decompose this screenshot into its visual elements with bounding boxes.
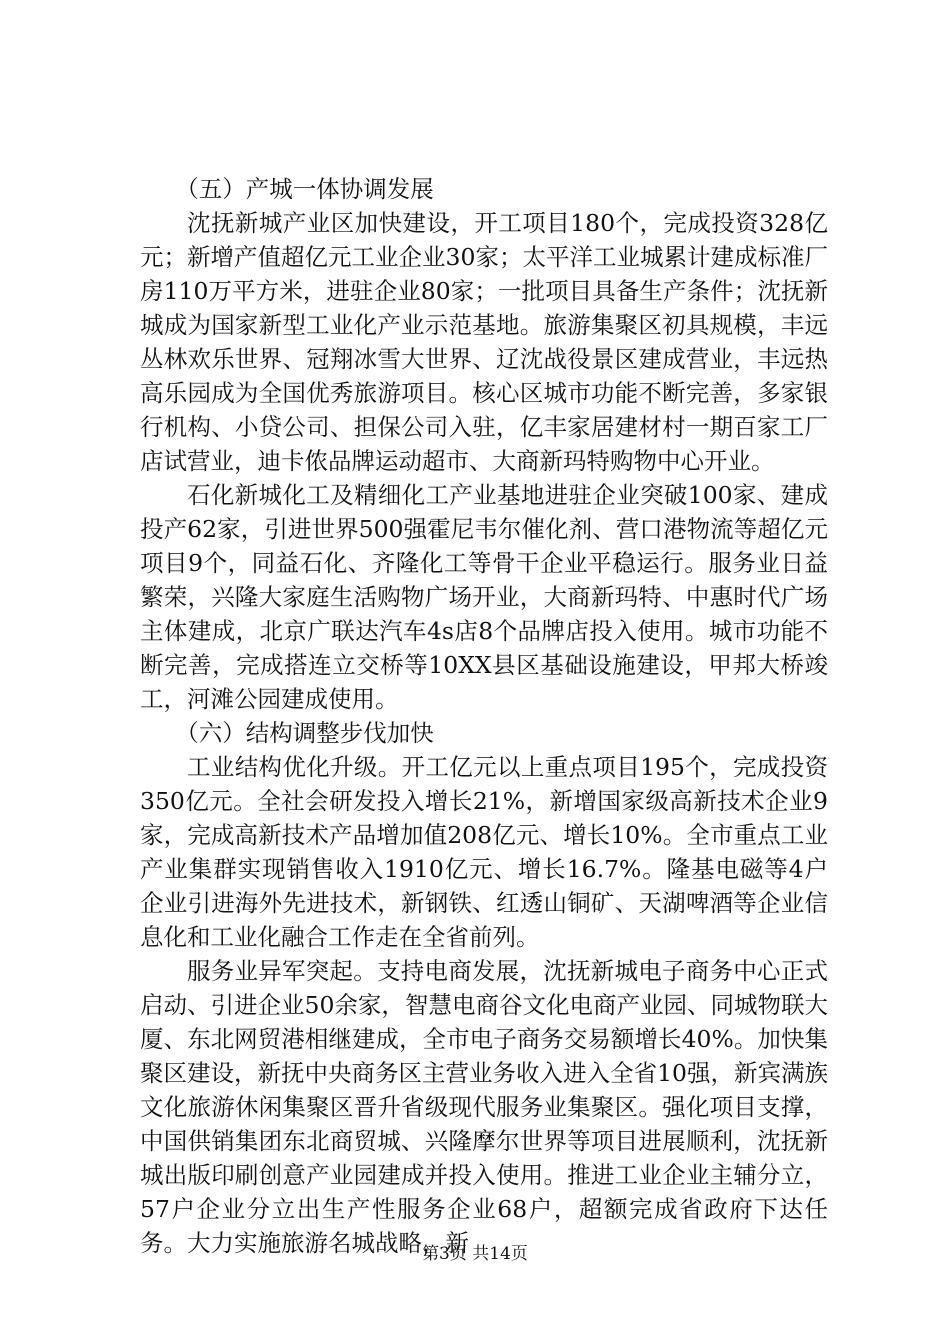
page-number-footer: 第3页 共14页 <box>422 1244 528 1264</box>
body-paragraph: 工业结构优化升级。开工亿元以上重点项目195个，完成投资350亿元。全社会研发投入增长21%，新增国家级高新技术企业9家，完成高新技术产品增加值208亿元、增长10%。全市重点工业产业集群实现销售收入1910亿元、增长16.7%。隆基电磁等4户企业引进海外先进技术，新钢铁、红透山铜矿、天湖啤酒等企业信息化和工业化融合工作走在全省前列。 <box>140 753 828 951</box>
body-paragraph: 沈抚新城产业区加快建设，开工项目180个，完成投资328亿元；新增产值超亿元工业企业30家；太平洋工业城累计建成标准厂房110万平方米，进驻企业80家；一批项目具备生产条件；沈抚新城成为国家新型工业化产业示范基地。旅游集聚区初具规模，丰远丛林欢乐世界、冠翔冰雪大世界、辽沈战役景区建成营业，丰远热高乐园成为全国优秀旅游项目。核心区城市功能不断完善，多家银行机构、小贷公司、担保公司入驻，亿丰家居建材村一期百家工厂店试营业，迪卡侬品牌运动超市、大商新玛特购物中心开业。 <box>140 209 828 475</box>
body-paragraph: 石化新城化工及精细化工产业基地进驻企业突破100家、建成投产62家，引进世界500强霍尼韦尔催化剂、营口港物流等超亿元项目9个，同益石化、齐隆化工等骨干企业平稳运行。服务业日益繁荣，兴隆大家庭生活购物广场开业，大商新玛特、中惠时代广场主体建成，北京广联达汽车4s店8个品牌店投入使用。城市功能不断完善，完成搭连立交桥等10XX县区基础设施建设，甲邦大桥竣工，河滩公园建成使用。 <box>140 481 828 713</box>
section-heading-6: （六）结构调整步伐加快 <box>175 719 434 747</box>
body-paragraph: 服务业异军突起。支持电商发展，沈抚新城电子商务中心正式启动、引进企业50余家，智慧电商谷文化电商产业园、同城物联大厦、东北网贸港相继建成，全市电子商务交易额增长40%。加快集聚区建设，新抚中央商务区主营业务收入进入全省10强，新宾满族文化旅游休闲集聚区晋升省级现代服务业集聚区。强化项目支撑，中国供销集团东北商贸城、兴隆摩尔世界等项目进展顺利，沈抚新城出版印刷创意产业园建成并投入使用。推进工业企业主辅分立，57户企业分立出生产性服务企业68户，超额完成省政府下达任务。大力实施旅游名城战略，新 <box>140 957 828 1257</box>
section-heading-5: （五）产城一体协调发展 <box>175 175 434 203</box>
document-body <box>140 172 828 1260</box>
